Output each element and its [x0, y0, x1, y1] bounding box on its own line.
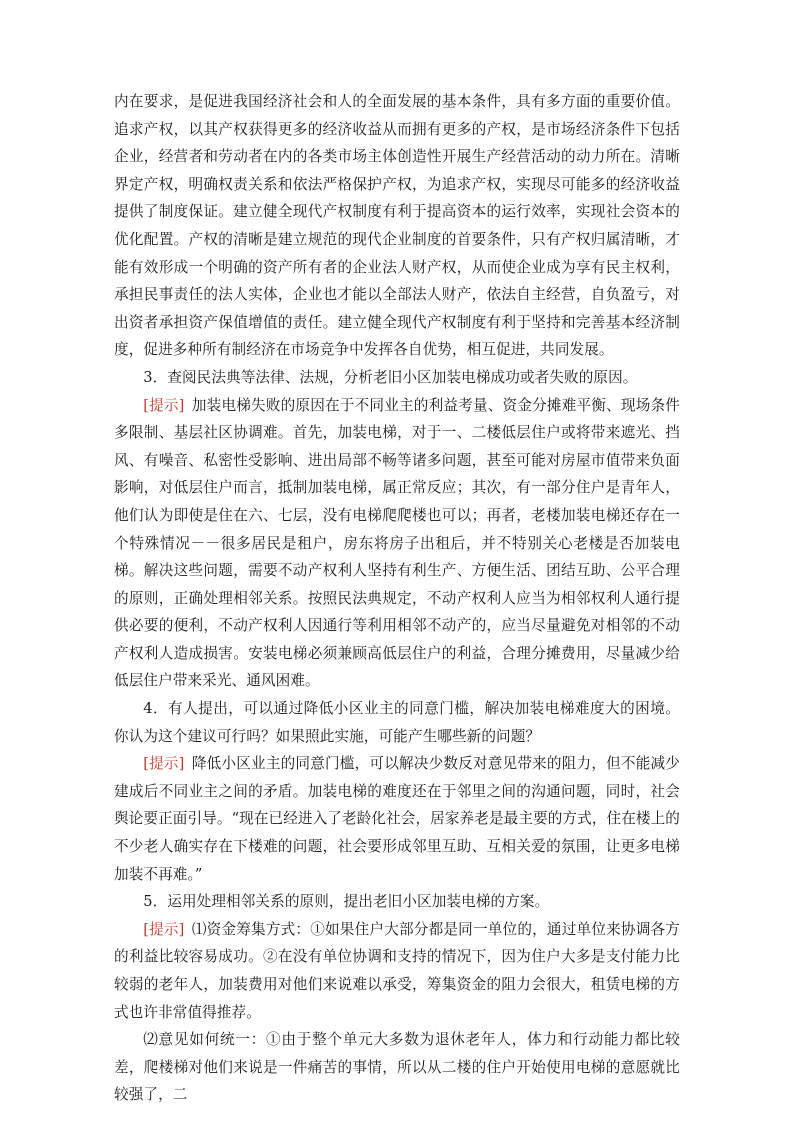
- answer-text: 降低小区业主的同意门槛，可以解决少数反对意见带来的阻力，但不能减少建成后不同业主之间的矛盾。加装电梯的难度还在于邻里之间的沟通问题，同时，社会舆论要正面引导。“现在已经进入了老龄化社会，居家养老是最主要的方式，住在楼上的不少老人确实存在下楼难的问题，社会要形成邻里互助、互相关爱的氛围，让更多电梯加装不再难。”: [114, 755, 680, 883]
- tip-label: [提示]: [143, 396, 185, 414]
- answer-text: ⑴资金筹集方式：①如果住户大部分都是同一单位的，通过单位来协调各方的利益比较容易成功。②在没有单位协调和支持的情况下，因为住户大多是支付能力比较弱的老年人，加装费用对他们来说难以承受，筹集资金的阻力会很大，租赁电梯的方式也许非常值得推荐。: [114, 920, 680, 1021]
- answer-text: 加装电梯失败的原因在于不同业主的利益考量、资金分摊难平衡、现场条件多限制、基层社区协调难。首先，加装电梯，对于一、二楼低层住户或将带来遮光、挡风、有噪音、私密性受影响、进出局部不畅等诸多问题，甚至可能对房屋市值带来负面影响，对低层住户而言，抵制加装电梯，属正常反应；其次，有一部分住户是青年人，他们认为即使是住在六、七层，没有电梯爬爬楼也可以；再者，老楼加装电梯还存在一个特殊情况－－很多居民是租户，房东将房子出租后，并不特别关心老楼是否加装电梯。解决这些问题，需要不动产权利人坚持有利生产、方便生活、团结互助、公平合理的原则，正确处理相邻关系。按照民法典规定，不动产权利人应当为相邻权利人通行提供必要的便利，不动产权利人因通行等利用相邻不动产的，应当尽量避免对相邻的不动产权利人造成损害。安装电梯必须兼顾高低层住户的利益，合理分摊费用，尽量减少给低层住户带来采光、通风困难。: [114, 396, 680, 690]
- answer-4: [114, 750, 680, 888]
- answer-5: [114, 916, 680, 1026]
- paragraph-text: 内在要求，是促进我国经济社会和人的全面发展的基本条件，具有多方面的重要价值。追求产权，以其产权获得更多的经济收益从而拥有更多的产权，是市场经济条件下包括企业，经营者和劳动者在内的各类市场主体创造性开展生产经营活动的动力所在。清晰界定产权，明确权责关系和依法严格保护产权，为追求产权，实现尽可能多的经济收益提供了制度保证。建立健全现代产权制度有利于提高资本的运行效率，实现社会资本的优化配置。产权的清晰是建立规范的现代企业制度的首要条件，只有产权归属清晰，才能有效形成一个明确的资产所有者的企业法人财产权，从而使企业成为享有民主权利，承担民事责任的法人实体，企业也才能以全部法人财产，依法自主经营，自负盈亏，对出资者承担资产保值增值的责任。建立健全现代产权制度有利于坚持和完善基本经济制度，促进多种所有制经济在市场竞争中发挥各自优势，相互促进，共同发展。: [114, 93, 680, 359]
- answer-3: [114, 392, 680, 696]
- answer-text: ⑵意见如何统一：①由于整个单元大多数为退休老年人，体力和行动能力都比较差，爬楼梯对他们来说是一件痛苦的事情，所以从二楼的住户开始使用电梯的意愿就比较强了，二: [114, 1031, 680, 1104]
- question-5: [114, 888, 680, 916]
- document-body: [114, 88, 680, 1109]
- question-3: [114, 364, 680, 392]
- question-text: 3．查阅民法典等法律、法规，分析老旧小区加装电梯成功或者失败的原因。: [143, 368, 638, 386]
- question-4: [114, 695, 680, 750]
- tip-label: [提示]: [143, 755, 185, 773]
- answer-5-part-2: [114, 1026, 680, 1109]
- tip-label: [提示]: [143, 920, 185, 938]
- question-text: 4．有人提出，可以通过降低小区业主的同意门槛，解决加装电梯难度大的困境。你认为这个建议可行吗？如果照此实施，可能产生哪些新的问题？: [114, 700, 680, 745]
- question-text: 5．运用处理相邻关系的原则，提出老旧小区加装电梯的方案。: [143, 893, 550, 911]
- paragraph-property-rights: [114, 88, 680, 364]
